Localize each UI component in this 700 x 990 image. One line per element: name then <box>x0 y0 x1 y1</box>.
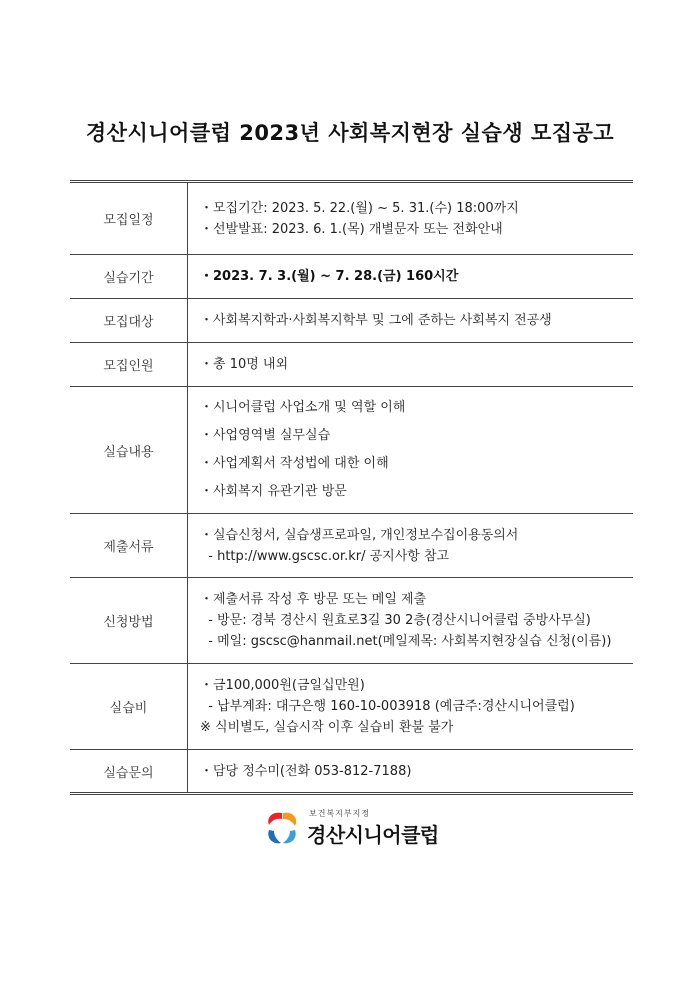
row-label-documents: 제출서류 <box>70 514 188 578</box>
table-row <box>70 182 633 255</box>
row-label-headcount: 모집인원 <box>70 343 188 387</box>
content-line: ・선발발표: 2023. 6. 1.(목) 개별문자 또는 전화안내 <box>200 221 503 237</box>
content-line: ・총 10명 내외 <box>200 357 289 372</box>
content-line: ・사회복지학과·사회복지학부 및 그에 준하는 사회복지 전공생 <box>200 313 552 328</box>
table-row <box>70 299 633 343</box>
row-content-period <box>188 255 634 299</box>
logo-name: 경산시니어클럽 <box>307 823 439 847</box>
content-line: ・담당 정수미(전화 053-812-7188) <box>200 763 412 779</box>
row-content-inquiry <box>188 750 634 794</box>
logo-subtitle: 보건복지부지정 <box>309 809 371 818</box>
table-row <box>70 750 633 794</box>
content-line: ・2023. 7. 3.(월) ~ 7. 28.(금) 160시간 <box>200 269 459 284</box>
table-row <box>70 578 633 664</box>
table-row <box>70 664 633 750</box>
page-title: 경산시니어클럽 2023년 사회복지현장 실습생 모집공고 <box>85 121 615 145</box>
row-label-apply: 신청방법 <box>70 578 188 664</box>
row-content-headcount <box>188 343 634 387</box>
row-label-content: 실습내용 <box>70 387 188 514</box>
row-label-schedule: 모집일정 <box>70 182 188 255</box>
row-content-documents <box>188 514 634 578</box>
table-row <box>70 255 633 299</box>
content-line: - 방문: 경북 경산시 원효로3길 30 2층(경산시니어클럽 중방사무실) <box>200 613 591 628</box>
row-label-fee: 실습비 <box>70 664 188 750</box>
row-content-fee <box>188 664 634 750</box>
row-label-target: 모집대상 <box>70 299 188 343</box>
content-line: ・모집기간: 2023. 5. 22.(월) ~ 5. 31.(수) 18:00까지 <box>200 200 519 216</box>
content-line: ※ 식비별도, 실습시작 이후 실습비 환불 불가 <box>200 720 454 735</box>
table-row <box>70 387 633 514</box>
content-line: ・실습신청서, 실습생프로파일, 개인정보수집이용동의서 <box>200 527 519 543</box>
notice-table <box>70 180 633 795</box>
table-row <box>70 514 633 578</box>
row-label-inquiry: 실습문의 <box>70 750 188 794</box>
content-line: ・시니어클럽 사업소개 및 역할 이해 <box>200 400 406 415</box>
row-content-content <box>188 387 634 514</box>
content-line: - 메일: gscsc@hanmail.net(메일제목: 사회복지현장실습 신청(이름)) <box>200 634 612 649</box>
content-line: ・사업영역별 실무실습 <box>200 428 331 443</box>
row-content-target <box>188 299 634 343</box>
content-line: - 납부계좌: 대구은행 160-10-003918 (예금주:경산시니어클럽) <box>200 699 575 714</box>
row-label-period: 실습기간 <box>70 255 188 299</box>
logo-emblem-icon <box>263 809 301 847</box>
content-line: ・사회복지 유관기관 방문 <box>200 484 347 499</box>
organization-logo <box>263 806 448 850</box>
row-content-schedule <box>188 182 634 255</box>
table-row <box>70 343 633 387</box>
content-line: ・제출서류 작성 후 방문 또는 메일 제출 <box>200 592 427 607</box>
row-content-apply <box>188 578 634 664</box>
content-line: ・금100,000원(금일십만원) <box>200 678 365 693</box>
content-line: - http://www.gscsc.or.kr/ 공지사항 참고 <box>200 548 450 564</box>
content-line: ・사업계획서 작성법에 대한 이해 <box>200 456 389 471</box>
